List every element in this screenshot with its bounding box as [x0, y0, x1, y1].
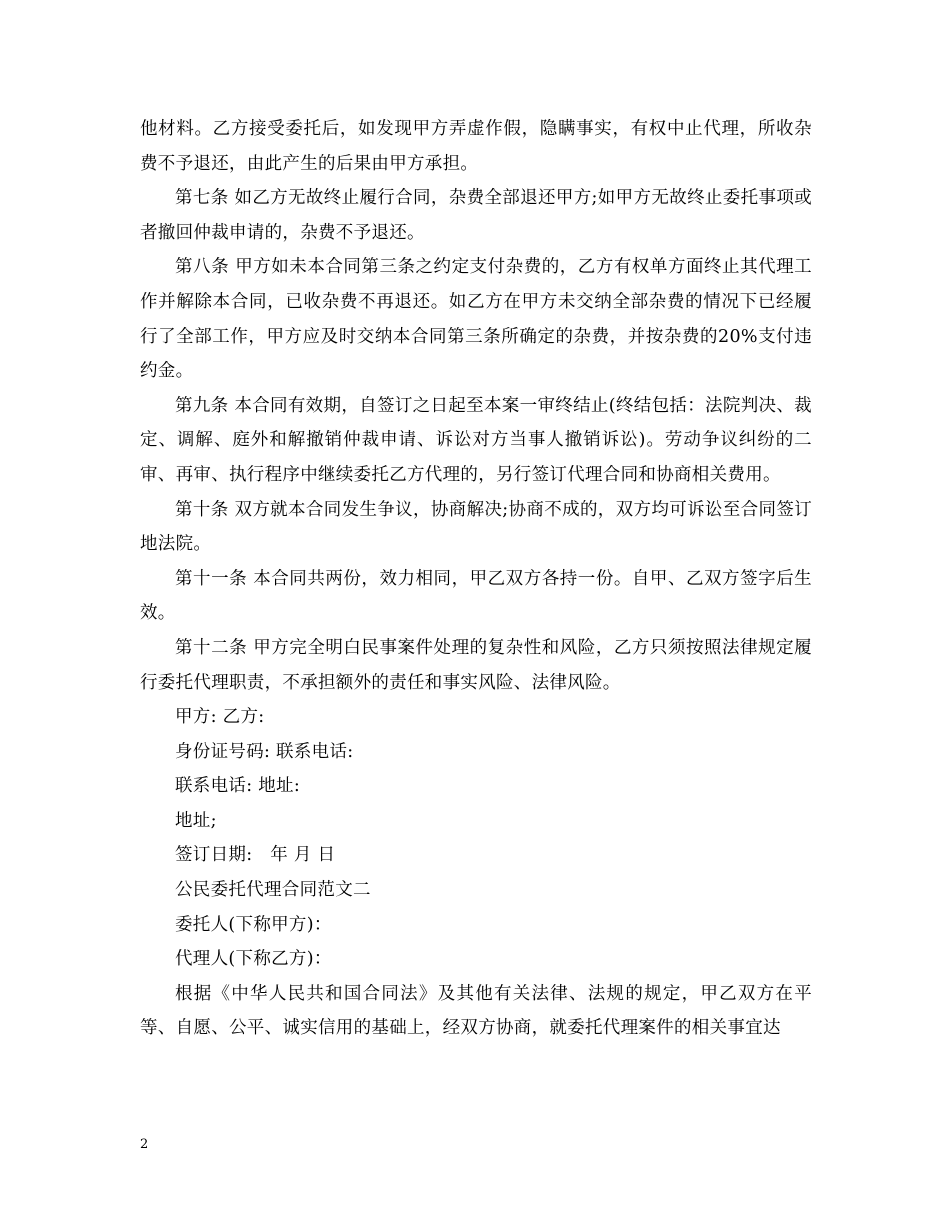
agent-line: 代理人(下称乙方)： — [175, 949, 332, 970]
document-body — [140, 112, 812, 1046]
page-number: 2 — [140, 1137, 149, 1152]
signing-date-line: 签订日期: 年 月 日 — [175, 845, 336, 866]
signature-address-line: 地址; — [175, 810, 217, 831]
clause-12: 第十二条 甲方完全明白民事案件处理的复杂性和风险，乙方只须按照法律规定履行委托代理职责，不承担额外的责任和事实风险、法律风险。 — [140, 637, 812, 693]
clause-11: 第十一条 本合同共两份，效力相同，甲乙双方各持一份。自甲、乙双方签字后生效。 — [140, 568, 812, 624]
signature-id-line: 身份证号码: 联系电话: — [175, 741, 354, 762]
principal-line: 委托人(下称甲方)： — [175, 914, 332, 935]
clause-8: 第八条 甲方如未本合同第三条之约定支付杂费的，乙方有权单方面终止其代理工作并解除本合同，已收杂费不再退还。如乙方在甲方未交纳全部杂费的情况下已经履行了全部工作，甲方应及时交纳本合同第三条所确定的杂费，并按杂费的20%支付违约金。 — [140, 257, 812, 382]
clause-9: 第九条 本合同有效期，自签订之日起至本案一审终结止(终结包括：法院判决、裁定、调解、庭外和解撤销仲裁申请、诉讼对方当事人撤销诉讼)。劳动争议纠纷的二审、再审、执行程序中继续委托乙方代理的，另行签订代理合同和协商相关费用。 — [140, 395, 812, 485]
signature-phone-line: 联系电话: 地址: — [175, 776, 301, 797]
paragraph-continuation: 他材料。乙方接受委托后，如发现甲方弄虚作假，隐瞒事实，有权中止代理，所收杂费不予退还，由此产生的后果由甲方承担。 — [140, 119, 812, 174]
signature-party-line: 甲方: 乙方: — [175, 707, 265, 728]
clause-7: 第七条 如乙方无故终止履行合同，杂费全部退还甲方;如甲方无故终止委托事项或者撤回仲裁申请的，杂费不予退还。 — [140, 188, 812, 243]
clause-10: 第十条 双方就本合同发生争议，协商解决;协商不成的，双方均可诉讼至合同签订地法院。 — [140, 499, 812, 555]
section-title: 公民委托代理合同范文二 — [175, 880, 371, 901]
preamble-paragraph: 根据《中华人民共和国合同法》及其他有关法律、法规的规定，甲乙双方在平等、自愿、公平、诚实信用的基础上，经双方协商，就委托代理案件的相关事宜达 — [140, 983, 812, 1039]
